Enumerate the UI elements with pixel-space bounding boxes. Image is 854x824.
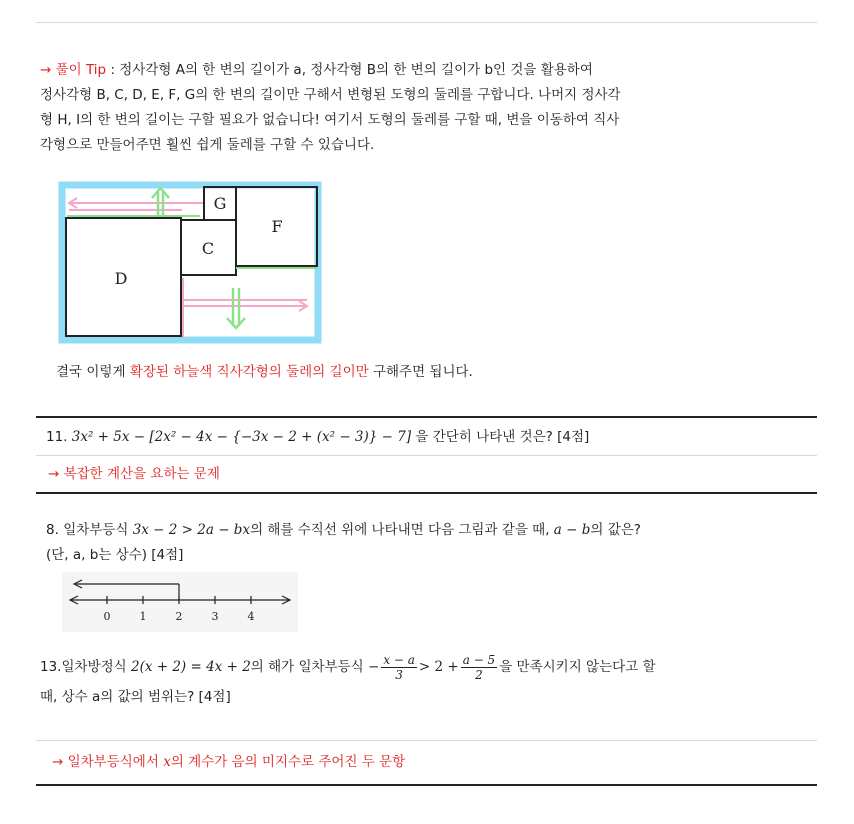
q13-fraction-2: [461, 653, 497, 682]
conclusion-prefix: 결국 이렇게: [56, 364, 130, 380]
q13-fraction-1: [381, 653, 417, 682]
tip-label: → 풀이 Tip: [40, 62, 107, 78]
number-line: [62, 572, 298, 632]
tip-line-2: 정사각형 B, C, D, E, F, G의 한 변의 길이만 구해서 변형된 도형의 둘레를 구합니다. 나머지 정사각: [40, 87, 621, 103]
conclusion-line: [56, 360, 826, 385]
q13-line-1: [40, 652, 810, 682]
last-note: [52, 750, 822, 775]
squares-figure: [55, 178, 325, 346]
q13-frac2-den: 2: [475, 667, 483, 682]
q13-text-c: 을 만족시키지 않는다고 할: [499, 659, 656, 675]
q13-frac1-den: 3: [395, 667, 403, 682]
tick-label-0: 0: [103, 610, 111, 623]
q11-mid-rule: [36, 455, 817, 456]
tip-line-1-text: : 정사각형 A의 한 변의 길이가 a, 정사각형 B의 한 변의 길이가 b인 것을 활용하여: [110, 62, 593, 78]
q11-bottom-rule: [36, 492, 817, 494]
q8-target: a − b: [553, 522, 591, 538]
q13-frac1-num: x − a: [383, 652, 415, 667]
top-divider: [36, 22, 817, 23]
q8-line-2: (단, a, b는 상수) [4점]: [46, 547, 184, 563]
q13-number: 13.: [40, 659, 62, 675]
label-d: D: [114, 269, 128, 288]
q8-line-1: [46, 518, 816, 543]
label-c: C: [201, 239, 215, 258]
q13-question: [40, 652, 810, 712]
tip-line-1: [40, 58, 820, 83]
q11-question: [46, 425, 816, 450]
q11-number: 11.: [46, 429, 68, 445]
q13-rule: [36, 740, 817, 741]
last-note-var: x: [163, 754, 171, 770]
label-g: G: [213, 194, 227, 213]
q11-text: 을 간단히 나타낸 것은? [4점]: [415, 429, 590, 445]
q8-text-a: 일차부등식: [63, 522, 133, 538]
q8-number: 8.: [46, 522, 59, 538]
q13-text-b: 의 해가 일차부등식: [250, 659, 368, 675]
label-f: F: [271, 217, 283, 236]
conclusion-suffix: 구해주면 됩니다.: [368, 364, 473, 380]
q8-inequality: 3x − 2 > 2a − bx: [132, 522, 251, 538]
last-note-suffix: 의 계수가 음의 미지수로 주어진 두 문항: [170, 754, 406, 770]
q11-expression: 3x² + 5x − [2x² − 4x − {−3x − 2 + (x² − 3)} − 7]: [71, 429, 412, 445]
tick-label-1: 1: [139, 610, 147, 623]
green-arrow-down: [227, 288, 245, 328]
q8-text-b: 의 해를 수직선 위에 나타내면 다음 그림과 같을 때,: [250, 522, 554, 538]
q11-note: → 복잡한 계산을 요하는 문제: [48, 466, 220, 482]
q13-line-2: 때, 상수 a의 값의 범위는? [4점]: [40, 689, 231, 705]
q13-frac2-num: a − 5: [462, 652, 496, 667]
pink-arrow-top: [69, 198, 203, 210]
sky-blue-rectangle: [62, 185, 318, 340]
q8-text-c: 의 값은?: [590, 522, 641, 538]
q13-text-a: 일차방정식: [61, 659, 131, 675]
tick-label-2: 2: [175, 610, 183, 623]
q8-question: [46, 518, 816, 568]
q13-minus: −: [368, 659, 380, 675]
tip-line-4: 각형으로 만들어주면 훨씬 쉽게 둘레를 구할 수 있습니다.: [40, 137, 375, 153]
pink-arrow-bottom: [183, 278, 307, 338]
bottom-rule: [36, 784, 817, 786]
q13-mid: > 2 +: [418, 659, 459, 675]
tick-label-4: 4: [247, 610, 255, 623]
tip-line-3: 형 H, I의 한 변의 길이는 구할 필요가 없습니다! 여기서 도형의 둘레를 구할 때, 변을 이동하여 직사: [40, 112, 620, 128]
tick-label-3: 3: [211, 610, 219, 623]
q11-top-rule: [36, 416, 817, 418]
last-note-prefix: → 일차부등식에서: [52, 754, 164, 770]
q13-equation: 2(x + 2) = 4x + 2: [130, 659, 251, 675]
tip-paragraph: [40, 58, 820, 158]
conclusion-highlight: 확장된 하늘색 직사각형의 둘레의 길이만: [129, 364, 369, 380]
